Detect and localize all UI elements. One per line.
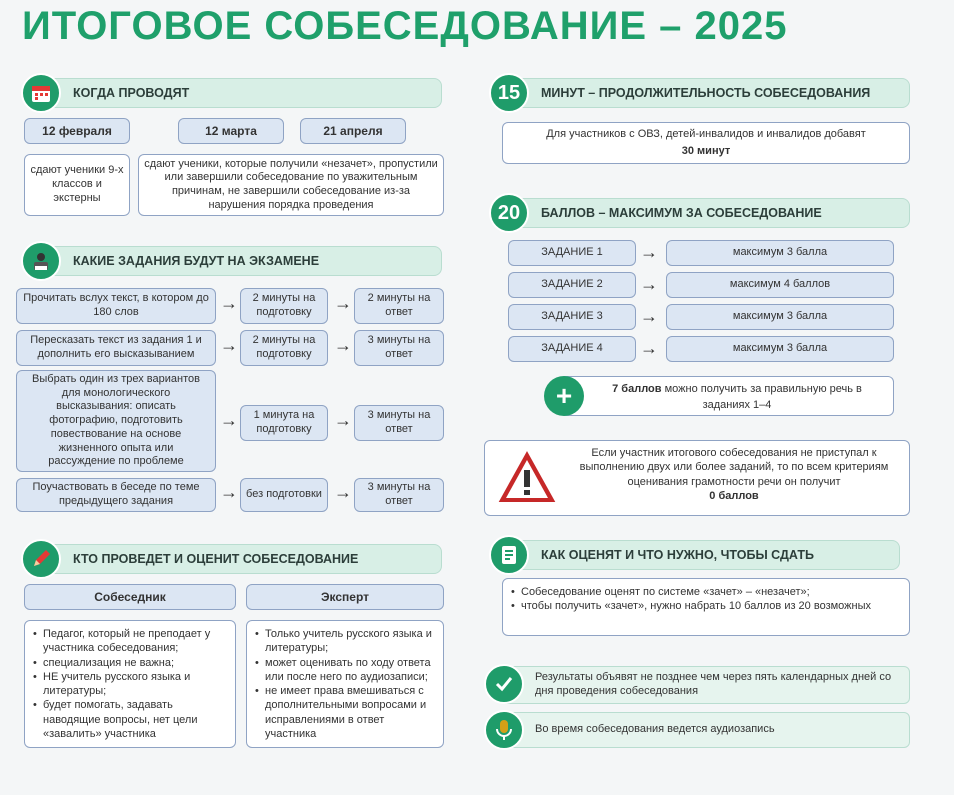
pencil-icon bbox=[21, 539, 61, 579]
arrow-icon: → bbox=[334, 293, 352, 313]
duration-note bbox=[502, 122, 910, 164]
warning-bold: 0 баллов bbox=[709, 489, 759, 502]
microphone-icon bbox=[484, 710, 524, 750]
section-when-header bbox=[24, 78, 442, 108]
bonus-text: можно получить за правильную речь в заданиях 1–4 bbox=[661, 383, 862, 411]
task-row-3-prep: 1 минута на подготовку bbox=[240, 405, 328, 441]
score-number: 20 bbox=[489, 193, 529, 233]
score-task-4: ЗАДАНИЕ 4 bbox=[508, 336, 636, 362]
date-2: 12 марта bbox=[178, 118, 284, 144]
arrow-icon: → bbox=[220, 335, 238, 355]
task-row-4-answer: 3 минуты на ответ bbox=[354, 478, 444, 512]
score-max-4: максимум 3 балла bbox=[666, 336, 894, 362]
list-item: • будет помогать, задавать наводящие вопросы, нет цели «завалить» участника bbox=[33, 698, 227, 741]
section-tasks-title: КАКИЕ ЗАДАНИЯ БУДУТ НА ЭКЗАМЕНЕ bbox=[73, 254, 320, 268]
duration-text: Для участников с ОВЗ, детей-инвалидов и инвалидов добавят bbox=[546, 127, 866, 140]
list-item: • Только учитель русского языка и литературы; bbox=[255, 627, 435, 656]
section-score-title: БАЛЛОВ – МАКСИМУМ ЗА СОБЕСЕДОВАНИЕ bbox=[541, 206, 822, 220]
score-max-2: максимум 4 баллов bbox=[666, 272, 894, 298]
task-row-3-answer: 3 минуты на ответ bbox=[354, 405, 444, 441]
task-row-2-prep: 2 минуты на подготовку bbox=[240, 330, 328, 366]
task-row-4-desc: Поучаствовать в беседе по теме предыдущего задания bbox=[16, 478, 216, 512]
arrow-icon: → bbox=[640, 338, 658, 358]
task-row-2-answer: 3 минуты на ответ bbox=[354, 330, 444, 366]
task-row-4-prep: без подготовки bbox=[240, 478, 328, 512]
duration-extra: 30 минут bbox=[681, 144, 731, 157]
warning-text: Если участник итогового собеседования не приступал к выполнению двух или более заданий, то по всем критериям оценивания грамотности речи он получит bbox=[579, 447, 889, 488]
duration-number: 15 bbox=[489, 73, 529, 113]
task-row-1-answer: 2 минуты на ответ bbox=[354, 288, 444, 324]
date-1: 12 февраля bbox=[24, 118, 130, 144]
arrow-icon: → bbox=[640, 306, 658, 326]
task-row-1-prep: 2 минуты на подготовку bbox=[240, 288, 328, 324]
list-item: • может оценивать по ходу ответа или после него по аудиозаписи; bbox=[255, 656, 435, 685]
list-item: • специализация не важна; bbox=[33, 656, 227, 670]
grading-list bbox=[502, 578, 910, 636]
expert-list bbox=[246, 620, 444, 748]
plus-icon: + bbox=[544, 376, 584, 416]
results-box bbox=[500, 666, 910, 704]
when-note-1: сдают ученики 9-х классов и экстерны bbox=[24, 154, 130, 216]
list-item: • НЕ учитель русского языка и литературы; bbox=[33, 670, 227, 699]
date-3: 21 апреля bbox=[300, 118, 406, 144]
score-task-3: ЗАДАНИЕ 3 bbox=[508, 304, 636, 330]
section-who-title: КТО ПРОВЕДЕТ И ОЦЕНИТ СОБЕСЕДОВАНИЕ bbox=[73, 552, 359, 566]
list-item: • чтобы получить «зачет», нужно набрать 10 баллов из 20 возможных bbox=[511, 599, 901, 613]
list-item: • не имеет права вмешиваться с дополнительными вопросами и исправлениями в ответ участника bbox=[255, 684, 435, 741]
arrow-icon: → bbox=[334, 482, 352, 502]
arrow-icon: → bbox=[334, 335, 352, 355]
section-when-title: КОГДА ПРОВОДЯТ bbox=[73, 86, 190, 100]
list-item: • Собеседование оценят по системе «зачет» – «незачет»; bbox=[511, 585, 901, 599]
results-text: Результаты объявят не позднее чем через пять календарных дней со дня проведения собеседования bbox=[535, 671, 892, 697]
section-grading-header bbox=[492, 540, 900, 570]
section-grading-title: КАК ОЦЕНЯТ И ЧТО НУЖНО, ЧТОБЫ СДАТЬ bbox=[541, 548, 814, 562]
arrow-icon: → bbox=[220, 293, 238, 313]
task-row-3-desc: Выбрать один из трех вариантов для монологического высказывания: описать фотографию, подготовить повествование на основе жизненного опыта или рассуждение по проблеме bbox=[16, 370, 216, 472]
section-duration-header bbox=[492, 78, 910, 108]
score-max-3: максимум 3 балла bbox=[666, 304, 894, 330]
score-task-2: ЗАДАНИЕ 2 bbox=[508, 272, 636, 298]
section-who-header bbox=[24, 544, 442, 574]
audio-box bbox=[500, 712, 910, 748]
when-note-2: сдают ученики, которые получили «незачет», пропустили или завершили собеседование по уважительным причинам, не завершили собеседование из-за нарушения порядка проведения bbox=[138, 154, 444, 216]
expert-title: Эксперт bbox=[246, 584, 444, 610]
section-duration-title: МИНУТ – ПРОДОЛЖИТЕЛЬНОСТЬ СОБЕСЕДОВАНИЯ bbox=[541, 86, 871, 100]
task-row-1-desc: Прочитать вслух текст, в котором до 180 слов bbox=[16, 288, 216, 324]
bonus-bold: 7 баллов bbox=[612, 383, 662, 395]
calendar-icon bbox=[21, 73, 61, 113]
task-row-2-desc: Пересказать текст из задания 1 и дополнить его высказыванием bbox=[16, 330, 216, 366]
arrow-icon: → bbox=[640, 242, 658, 262]
arrow-icon: → bbox=[220, 410, 238, 430]
audio-text: Во время собеседования ведется аудиозапись bbox=[535, 723, 775, 736]
arrow-icon: → bbox=[640, 274, 658, 294]
arrow-icon: → bbox=[220, 482, 238, 502]
check-icon bbox=[484, 664, 524, 704]
score-max-1: максимум 3 балла bbox=[666, 240, 894, 266]
bonus-note bbox=[560, 376, 894, 416]
list-item: • Педагог, который не преподает у участника собеседования; bbox=[33, 627, 227, 656]
interlocutor-title: Собеседник bbox=[24, 584, 236, 610]
warning-icon bbox=[494, 446, 560, 511]
score-task-1: ЗАДАНИЕ 1 bbox=[508, 240, 636, 266]
student-icon bbox=[21, 241, 61, 281]
document-icon bbox=[489, 535, 529, 575]
interlocutor-list bbox=[24, 620, 236, 748]
page-title: ИТОГОВОЕ СОБЕСЕДОВАНИЕ – 2025 bbox=[22, 4, 788, 48]
section-score-header bbox=[492, 198, 910, 228]
section-tasks-header bbox=[24, 246, 442, 276]
arrow-icon: → bbox=[334, 410, 352, 430]
warning-text-block bbox=[564, 446, 904, 503]
